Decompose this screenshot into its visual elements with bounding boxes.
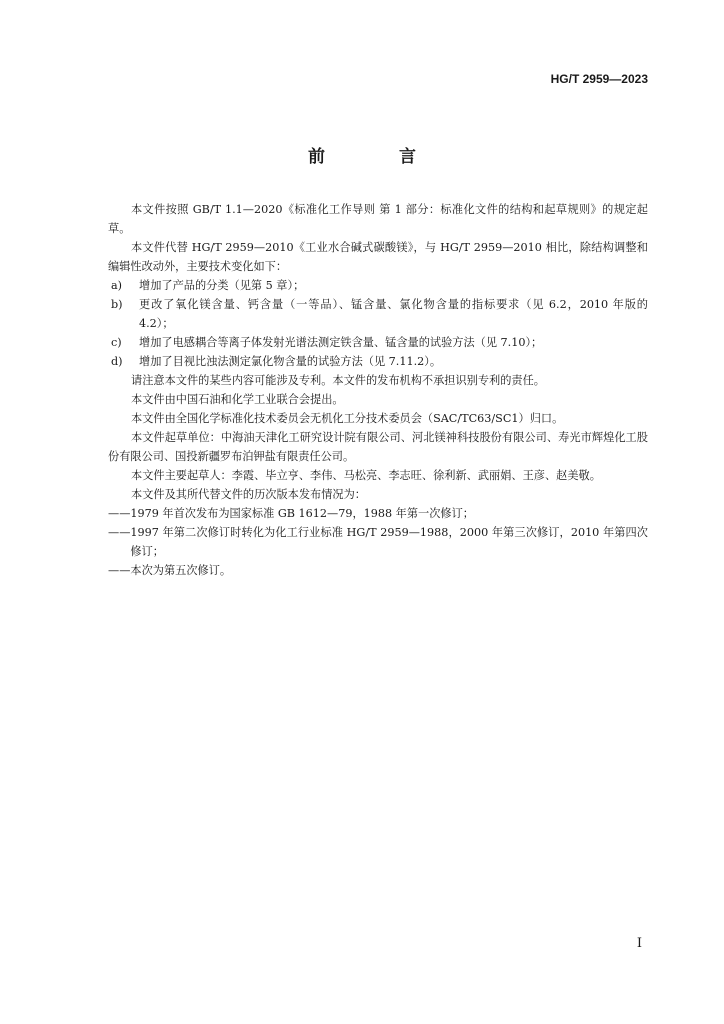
list-text: 1979 年首次发布为国家标准 GB 1612—79，1988 年第一次修订； (130, 507, 474, 520)
list-item (108, 333, 648, 352)
list-marker: b) (111, 298, 123, 311)
paragraph-history-intro: 本文件及其所代替文件的历次版本发布情况为： (131, 488, 366, 501)
standard-code: HG/T 2959—2023 (550, 72, 648, 86)
list-item (108, 352, 648, 371)
changes-list (108, 276, 648, 371)
list-marker: —— (108, 507, 131, 520)
paragraph-patent-notice: 请注意本文件的某些内容可能涉及专利。本文件的发布机构不承担识别专利的责任。 (131, 374, 545, 387)
document-body (108, 200, 648, 580)
page-title: 前 言 (308, 147, 450, 167)
list-text: 1997 年第二次修订时转化为化工行业标准 HG/T 2959—1988，2000 年第三次修订，2010 年第四次修订； (130, 526, 648, 558)
paragraph-drafters: 本文件主要起草人：李霞、毕立亨、李伟、马松亮、李志旺、徐利新、武丽娟、王彦、赵美敬。 (131, 469, 601, 482)
list-item (108, 504, 648, 523)
list-text: 增加了产品的分类（见第 5 章）； (139, 279, 305, 292)
list-text: 更改了氧化镁含量、钙含量（一等品）、锰含量、氯化物含量的指标要求（见 6.2，2010 年版的 4.2）； (139, 298, 648, 330)
paragraph-proposer: 本文件由中国石油和化学工业联合会提出。 (131, 393, 344, 406)
list-marker: d) (111, 355, 123, 368)
page-number: I (636, 936, 642, 951)
paragraph-committee: 本文件由全国化学标准化技术委员会无机化工分技术委员会（SAC/TC63/SC1）归口。 (131, 412, 564, 425)
paragraph-replacement: 本文件代替 HG/T 2959—2010《工业水合碱式碳酸镁》，与 HG/T 2959—2010 相比，除结构调整和编辑性改动外，主要技术变化如下： (108, 241, 648, 273)
list-marker: c) (111, 336, 122, 349)
list-item (108, 276, 648, 295)
list-item (108, 523, 648, 561)
list-text: 增加了目视比浊法测定氯化物含量的试验方法（见 7.11.2）。 (139, 355, 442, 368)
history-list (108, 504, 648, 580)
list-text: 本次为第五次修订。 (130, 564, 232, 577)
list-text: 增加了电感耦合等离子体发射光谱法测定铁含量、锰含量的试验方法（见 7.10）； (139, 336, 543, 349)
list-marker: —— (108, 526, 131, 539)
list-marker: a) (111, 279, 123, 292)
paragraph-drafting-rules: 本文件按照 GB/T 1.1—2020《标准化工作导则 第 1 部分：标准化文件的结构和起草规则》的规定起草。 (108, 203, 648, 235)
paragraph-drafting-units: 本文件起草单位：中海油天津化工研究设计院有限公司、河北镁神科技股份有限公司、寿光市辉煌化工股份有限公司、国投新疆罗布泊钾盐有限责任公司。 (108, 431, 648, 463)
list-item (108, 561, 648, 580)
list-marker: —— (108, 564, 131, 577)
list-item (108, 295, 648, 333)
